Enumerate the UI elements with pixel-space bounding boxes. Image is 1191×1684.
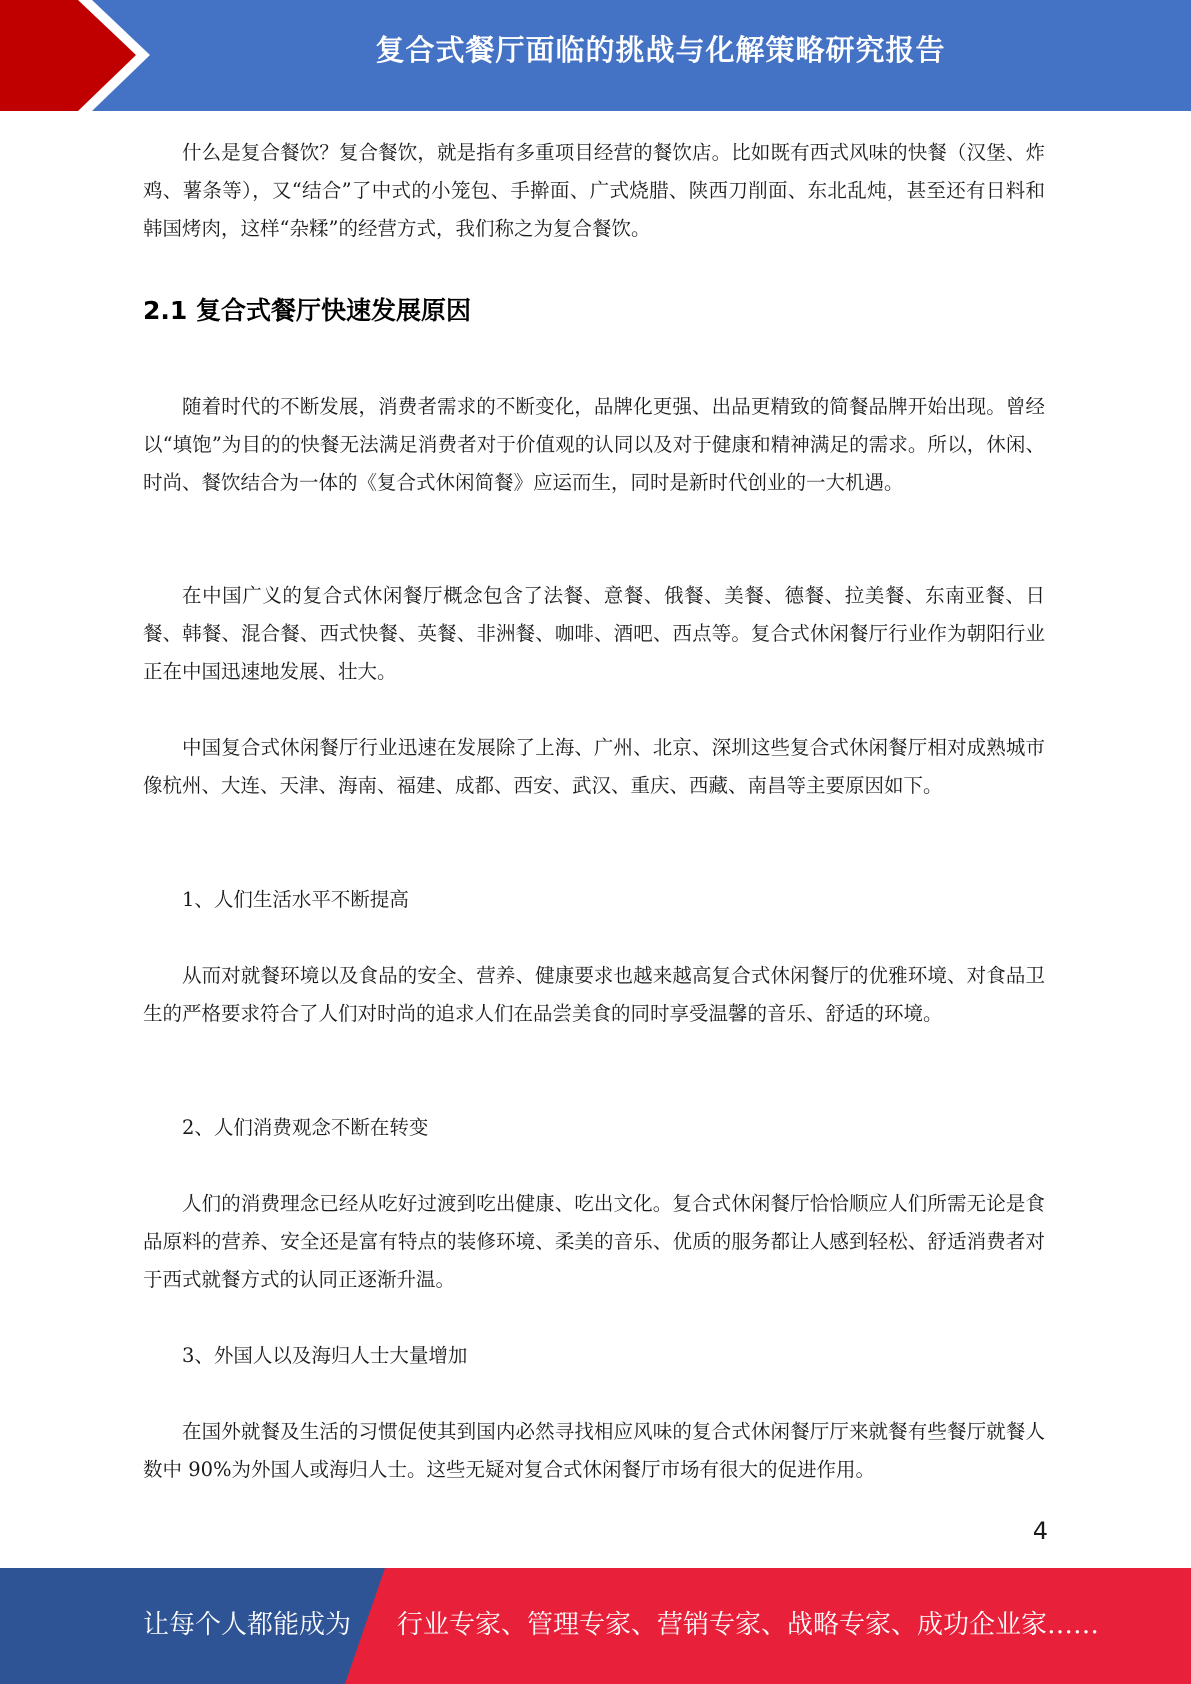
section-paragraph: 人们的消费理念已经从吃好过渡到吃出健康、吃出文化。复合式休闲餐厅恰恰顺应人们所需无论是食品原料的营养、安全还是富有特点的装修环境、柔美的音乐、优质的服务都让人感到轻松、舒适消费者对于西式就餐方式的认同正逐渐升温。: [143, 1192, 1045, 1291]
section-paragraph-5-block: [143, 1185, 1045, 1299]
footer-slogan-right: 行业专家、管理专家、营销专家、战略专家、成功企业家……: [397, 1610, 1100, 1640]
section-paragraph-1-block: [143, 388, 1045, 502]
page-header: [0, 0, 1191, 111]
subheading-1-block: [143, 881, 1045, 919]
intro-paragraph: 什么是复合餐饮？复合餐饮，就是指有多重项目经营的餐饮店。比如既有西式风味的快餐（汉堡、炸鸡、薯条等），又“结合”了中式的小笼包、手擀面、广式烧腊、陕西刀削面、东北乱炖，甚至还有日料和韩国烤肉，这样“杂糅”的经营方式，我们称之为复合餐饮。: [143, 141, 1045, 240]
document-title: 复合式餐厅面临的挑战与化解策略研究报告: [375, 33, 946, 67]
numbered-subheading: 2、人们消费观念不断在转变: [182, 1116, 429, 1139]
section-paragraph-3-block: [143, 729, 1045, 805]
section-paragraph-4-block: [143, 957, 1045, 1033]
section-paragraph: 从而对就餐环境以及食品的安全、营养、健康要求也越来越高复合式休闲餐厅的优雅环境、对食品卫生的严格要求符合了人们对时尚的追求人们在品尝美食的同时享受温馨的音乐、舒适的环境。: [143, 964, 1045, 1025]
section-heading: 2.1 复合式餐厅快速发展原因: [143, 296, 471, 325]
numbered-subheading: 3、外国人以及海归人士大量增加: [182, 1344, 468, 1367]
subheading-3-block: [143, 1337, 1045, 1375]
subheading-2-block: [143, 1109, 1045, 1147]
footer-slogan-left: 让每个人都能成为: [143, 1610, 352, 1640]
page-number: 4: [1032, 1517, 1048, 1545]
section-paragraph: 在中国广义的复合式休闲餐厅概念包含了法餐、意餐、俄餐、美餐、德餐、拉美餐、东南亚餐、日餐、韩餐、混合餐、西式快餐、英餐、非洲餐、咖啡、酒吧、西点等。复合式休闲餐厅行业作为朝阳行业正在中国迅速地发展、壮大。: [143, 584, 1045, 683]
section-paragraph-2-block: [143, 577, 1045, 691]
section-paragraph: 中国复合式休闲餐厅行业迅速在发展除了上海、广州、北京、深圳这些复合式休闲餐厅相对成熟城市像杭州、大连、天津、海南、福建、成都、西安、武汉、重庆、西藏、南昌等主要原因如下。: [143, 736, 1045, 797]
numbered-subheading: 1、人们生活水平不断提高: [182, 888, 409, 911]
page-footer: [0, 1568, 1191, 1684]
section-paragraph-6-block: [143, 1413, 1045, 1489]
section-paragraph: 随着时代的不断发展，消费者需求的不断变化，品牌化更强、出品更精致的简餐品牌开始出现。曾经以“填饱”为目的的快餐无法满足消费者对于价值观的认同以及对于健康和精神满足的需求。所以，休闲、时尚、餐饮结合为一体的《复合式休闲简餐》应运而生，同时是新时代创业的一大机遇。: [143, 395, 1045, 494]
intro-block: [143, 134, 1045, 248]
section-paragraph: 在国外就餐及生活的习惯促使其到国内必然寻找相应风味的复合式休闲餐厅厅来就餐有些餐厅就餐人数中 90%为外国人或海归人士。这些无疑对复合式休闲餐厅市场有很大的促进作用。: [143, 1420, 1045, 1481]
